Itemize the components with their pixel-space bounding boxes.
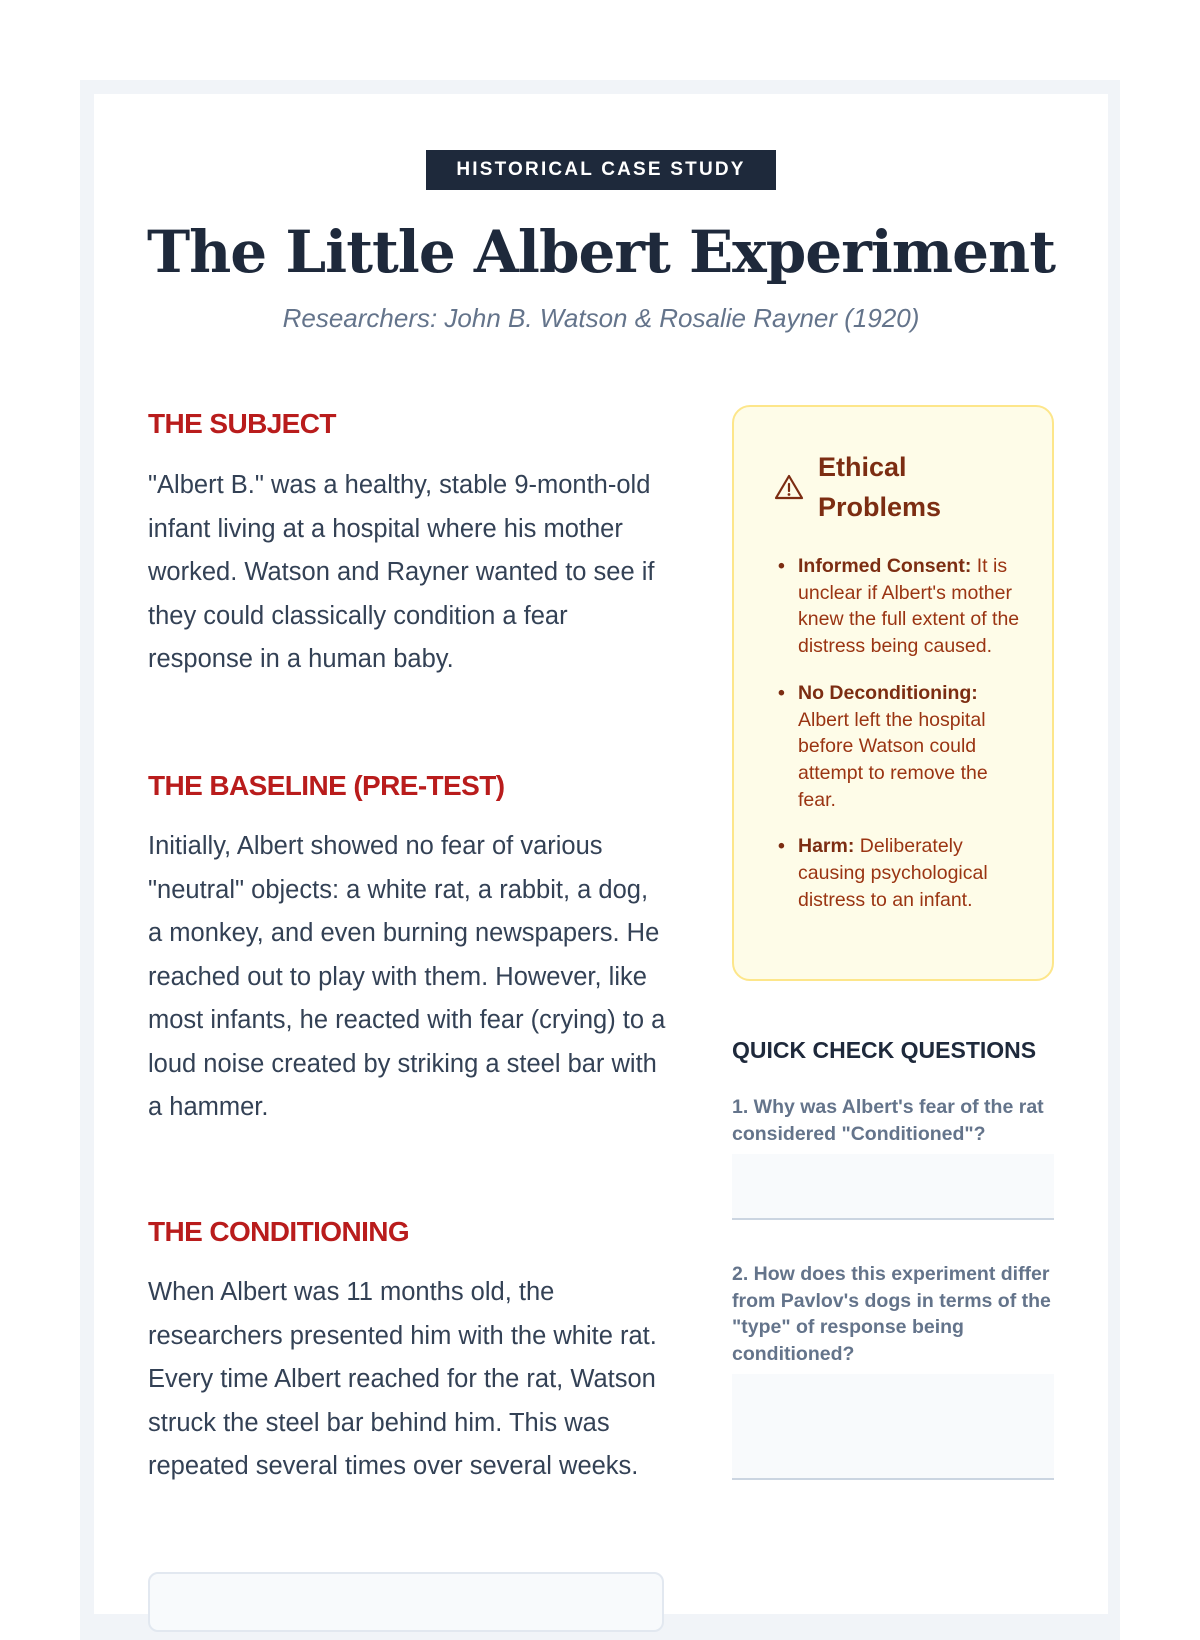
ethics-item-text: Deliberately causing psychological distress to an infant. [798, 835, 988, 911]
ethics-item-lead: No Deconditioning: [798, 681, 978, 704]
ethics-item [778, 833, 1028, 913]
answer-1-field[interactable] [732, 1154, 1054, 1220]
bullet-icon: • [778, 681, 785, 704]
ethics-title: Ethical Problems [818, 452, 942, 522]
section-heading-baseline: THE BASELINE (PRE-TEST) [148, 770, 505, 801]
question-1-text: 1. Why was Albert's fear of the rat considered "Conditioned"? [732, 1096, 1044, 1145]
ethics-item-lead: Harm: [798, 835, 855, 858]
bullet-icon: • [778, 555, 785, 577]
section-body-subject: "Albert B." was a healthy, stable 9-month-old infant living at a hospital where his mother worked. Watson and Rayner wanted to see if they could classically condition a fear response in a human baby. [148, 471, 655, 673]
warning-icon [774, 473, 804, 501]
section-body-baseline: Initially, Albert showed no fear of various "neutral" objects: a white rat, a rabbit, a dog, a monkey, and even burning newspapers. He reached out to play with them. However, like most infants, he reacted with fear (crying) to a loud noise created by striking a steel bar with a hammer. [148, 832, 666, 1121]
ethics-list [778, 553, 1028, 933]
section-heading-subject: THE SUBJECT [148, 408, 336, 439]
next-card [148, 1572, 664, 1632]
ethics-item [778, 680, 1028, 814]
ethics-item [778, 553, 1028, 660]
bullet-icon: • [778, 835, 785, 858]
quick-check-heading: QUICK CHECK QUESTIONS [732, 1037, 1037, 1063]
case-study-badge: HISTORICAL CASE STUDY [426, 150, 776, 190]
ethics-item-text: Albert left the hospital before Watson could attempt to remove the fear. [798, 708, 988, 811]
section-body-conditioning: When Albert was 11 months old, the researchers presented him with the white rat. Every time Albert reached for the rat, Watson struck the steel bar behind him. This was repeated several times over several weeks. [148, 1278, 657, 1480]
answer-2-field[interactable] [732, 1374, 1054, 1480]
ethical-problems-panel [732, 405, 1054, 981]
researchers-subtitle: Researchers: John B. Watson & Rosalie Rayner (1920) [282, 303, 920, 333]
ethics-item-lead: Informed Consent: [798, 555, 972, 577]
question-2-text: 2. How does this experiment differ from Pavlov's dogs in terms of the "type" of response being conditioned? [732, 1263, 1051, 1366]
page-title: The Little Albert Experiment [146, 218, 1056, 286]
section-heading-conditioning: THE CONDITIONING [148, 1216, 410, 1247]
ethics-item-text: It is unclear if Albert's mother knew the full extent of the distress being caused. [798, 555, 1020, 658]
